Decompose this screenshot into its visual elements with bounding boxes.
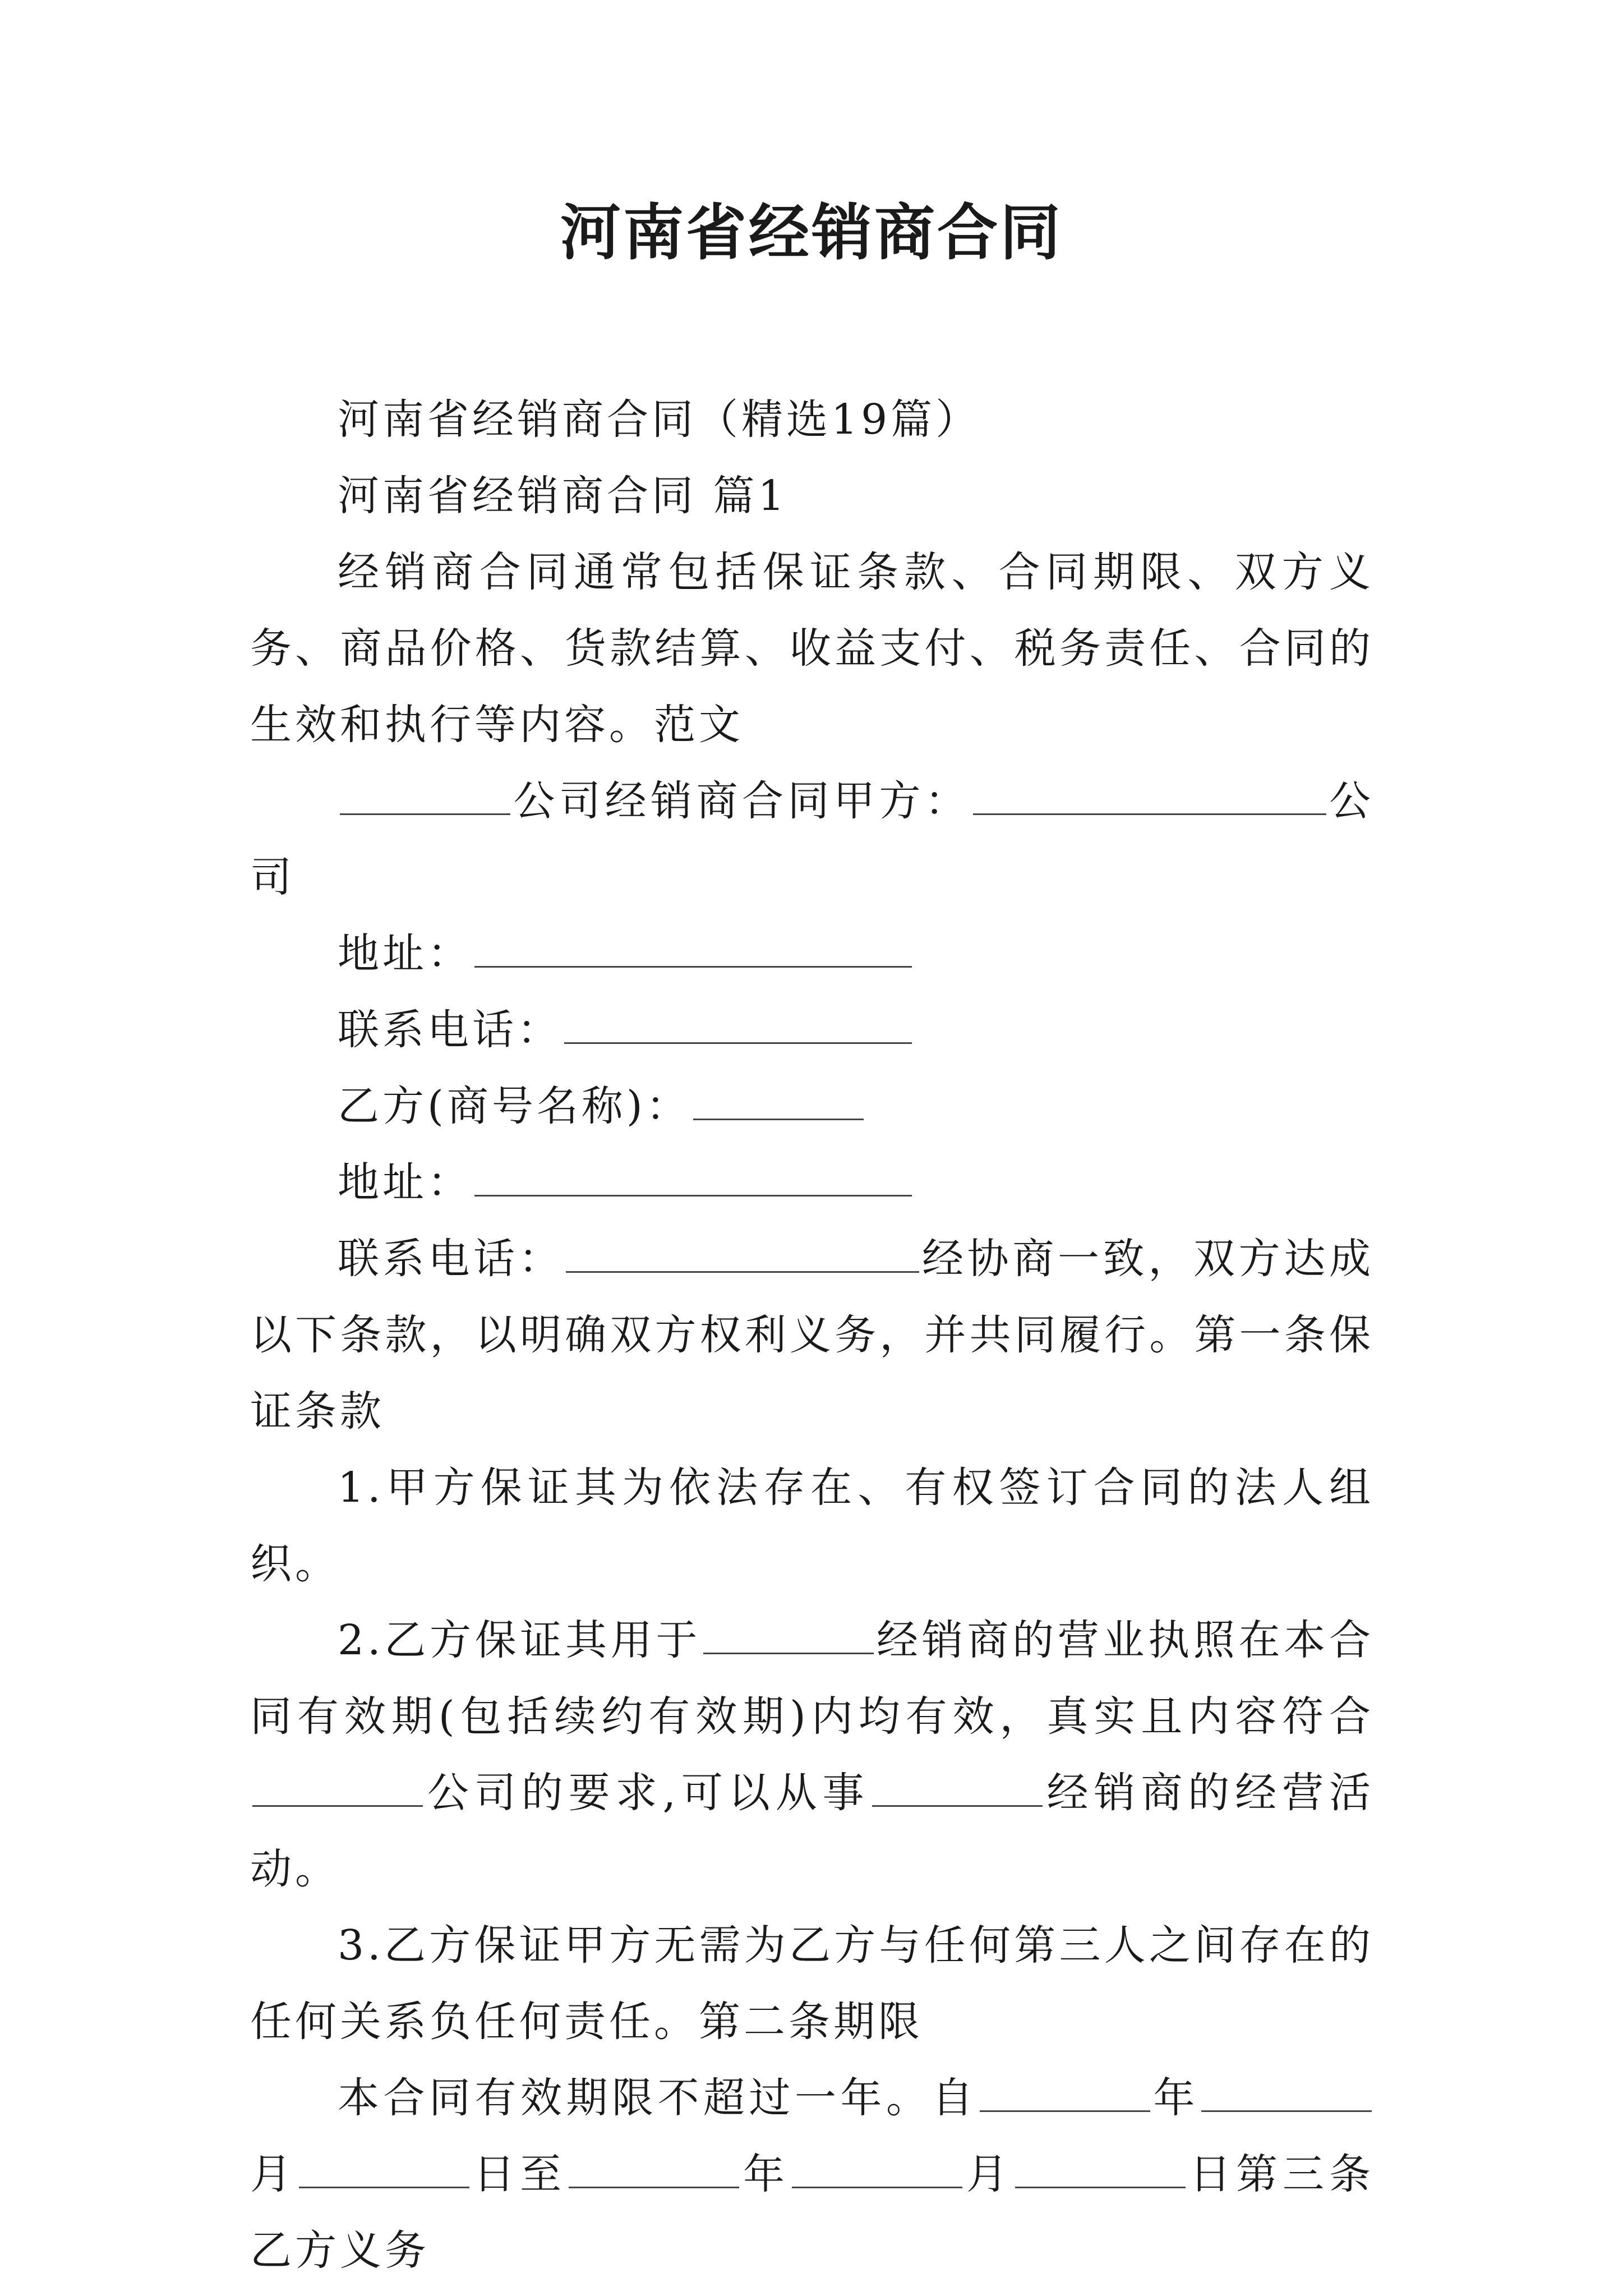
paragraph	[250, 1221, 1374, 1450]
fill-in-blank	[1201, 2071, 1372, 2112]
paragraph-text: 联系电话：	[338, 1006, 562, 1054]
paragraph	[250, 1068, 1374, 1144]
paragraph-text: 地址：	[338, 930, 472, 978]
fill-in-blank	[872, 1766, 1043, 1807]
paragraph-text: 经销商合同通常包括保证条款、合同期限、双方义务、商品价格、货款结算、收益支付、税务责任、合同的生效和执行等内容。范文	[250, 548, 1374, 749]
fill-in-blank	[703, 1613, 874, 1654]
paragraph-text: 年	[1152, 2074, 1199, 2122]
paragraph	[250, 458, 1374, 534]
paragraph-text: 月	[965, 2150, 1013, 2198]
paragraph-text: 河南省经销商合同 篇1	[338, 472, 788, 520]
paragraph	[250, 2060, 1374, 2289]
paragraph-text: 1.甲方保证其为依法存在、有权签订合同的法人组织。	[250, 1464, 1374, 1588]
fill-in-blank	[566, 1232, 919, 1273]
paragraph	[250, 534, 1374, 763]
paragraph	[250, 763, 1374, 915]
paragraph-text: 日第三条乙方义务	[250, 2150, 1374, 2275]
paragraph	[250, 915, 1374, 992]
paragraph-text: 2.乙方保证其用于	[338, 1616, 702, 1664]
paragraph	[250, 1144, 1374, 1221]
paragraph-text: 乙方(商号名称)：	[338, 1082, 691, 1130]
paragraph-text: 经销商的营业执照在本合同有效期(包括续约有效期)内均有效，真实且内容符合	[250, 1616, 1375, 1741]
fill-in-blank	[1015, 2147, 1186, 2188]
paragraph-text: 公司的要求,可以从事	[425, 1769, 870, 1817]
paragraph-text: 经协商一致，双方达成以下条款，以明确双方权利义务，并共同履行。第一条保证条款	[250, 1235, 1375, 1435]
fill-in-blank	[564, 1003, 912, 1044]
paragraph	[250, 381, 1374, 458]
fill-in-blank	[474, 927, 912, 968]
paragraph-text: 河南省经销商合同（精选19篇）	[338, 395, 981, 444]
document-body	[250, 381, 1374, 2289]
fill-in-blank	[252, 1766, 423, 1807]
fill-in-blank	[474, 1156, 912, 1197]
fill-in-blank	[792, 2147, 962, 2188]
paragraph	[250, 992, 1374, 1068]
document-title: 河南省经销商合同	[560, 197, 1063, 268]
fill-in-blank	[569, 2147, 739, 2188]
paragraph-text: 联系电话：	[338, 1235, 564, 1283]
paragraph-text: 本合同有效期限不超过一年。自	[338, 2074, 978, 2122]
paragraph-text: 经销商的经营活动。	[250, 1769, 1374, 1893]
fill-in-blank	[299, 2147, 469, 2188]
paragraph	[250, 1450, 1374, 1602]
paragraph-text: 3.乙方保证甲方无需为乙方与任何第三人之间存在的任何关系负任何责任。第二条期限	[250, 1921, 1374, 2046]
paragraph-text: 年	[741, 2150, 790, 2198]
paragraph-text: 公司	[250, 777, 1374, 901]
paragraph-text: 日至	[472, 2150, 566, 2198]
fill-in-blank	[973, 774, 1326, 815]
paragraph-text: 地址：	[338, 1158, 472, 1207]
paragraph-text: 公司经销商合同甲方：	[513, 777, 971, 825]
fill-in-blank	[693, 1079, 864, 1120]
paragraph	[250, 1907, 1374, 2060]
paragraph-text: 月	[250, 2150, 297, 2198]
fill-in-blank	[340, 774, 510, 815]
paragraph	[250, 1602, 1374, 1907]
fill-in-blank	[980, 2071, 1150, 2112]
